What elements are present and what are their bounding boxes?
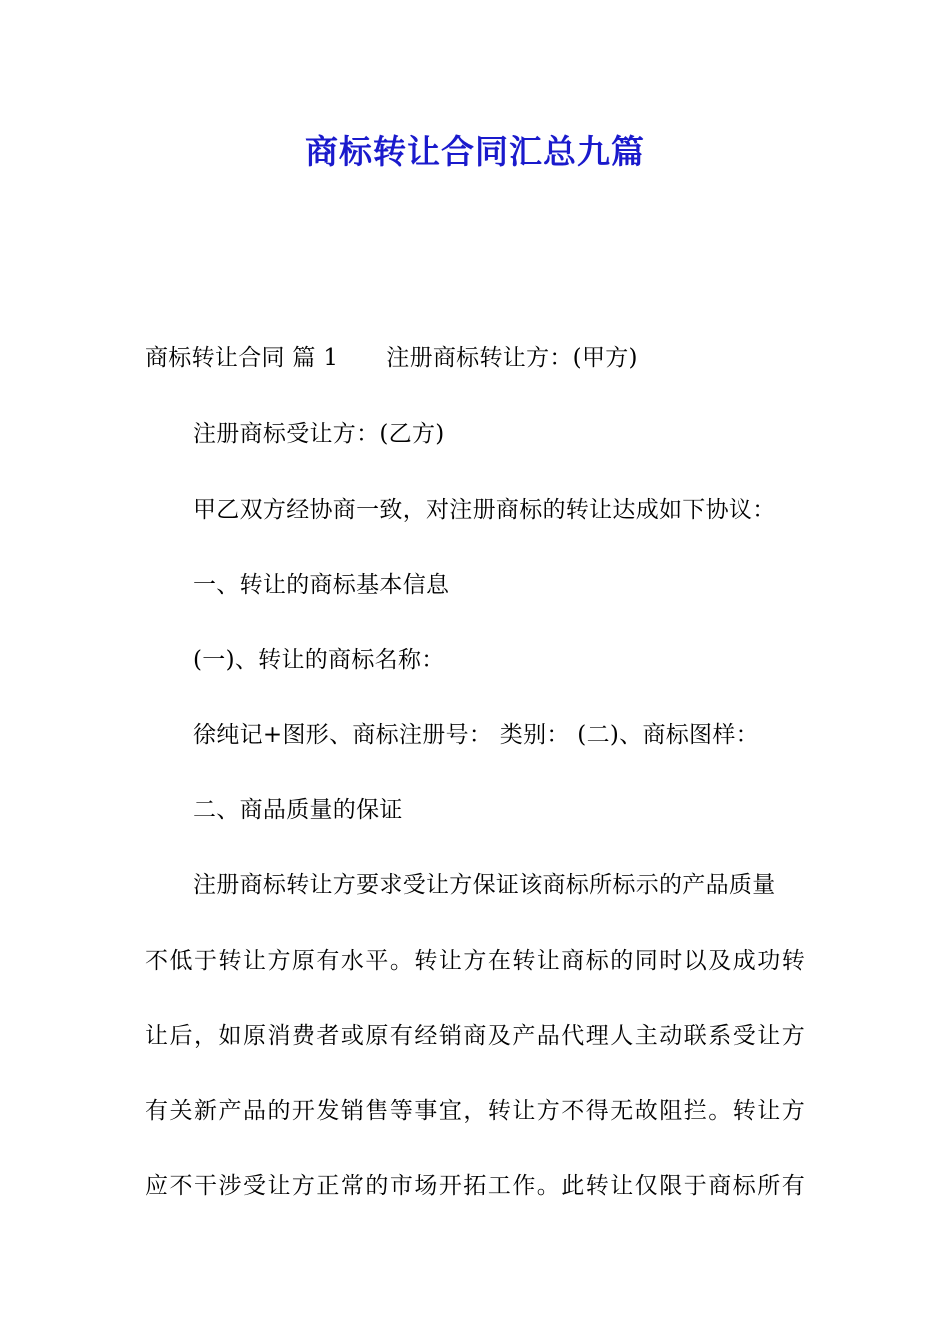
contract-heading-title: 商标转让合同 篇 1	[145, 345, 339, 371]
contract-heading-line	[145, 342, 638, 374]
paragraph-line: 让后，如原消费者或原有经销商及产品代理人主动联系受让方	[145, 1023, 805, 1049]
section-1-1-heading: (一)、转让的商标名称：	[193, 647, 445, 673]
document-title: 商标转让合同汇总九篇	[305, 132, 645, 171]
agreement-intro: 甲乙双方经协商一致，对注册商标的转让达成如下协议：	[193, 497, 776, 523]
trademark-info-line: 徐纯记+图形、商标注册号： 类别： (二)、商标图样：	[193, 722, 759, 748]
paragraph-line: 应不干涉受让方正常的市场开拓工作。此转让仅限于商标所有	[145, 1173, 805, 1199]
paragraph-line: 注册商标转让方要求受让方保证该商标所标示的产品质量	[193, 872, 776, 898]
paragraph-line: 不低于转让方原有水平。转让方在转让商标的同时以及成功转	[145, 948, 805, 974]
transferee-label: 注册商标受让方：(乙方)	[193, 421, 445, 447]
transferor-label: 注册商标转让方：(甲方)	[386, 345, 638, 371]
section-2-heading: 二、商品质量的保证	[193, 797, 403, 823]
paragraph-line: 有关新产品的开发销售等事宜，转让方不得无故阻拦。转让方	[145, 1098, 805, 1124]
section-1-heading: 一、转让的商标基本信息	[193, 572, 450, 598]
